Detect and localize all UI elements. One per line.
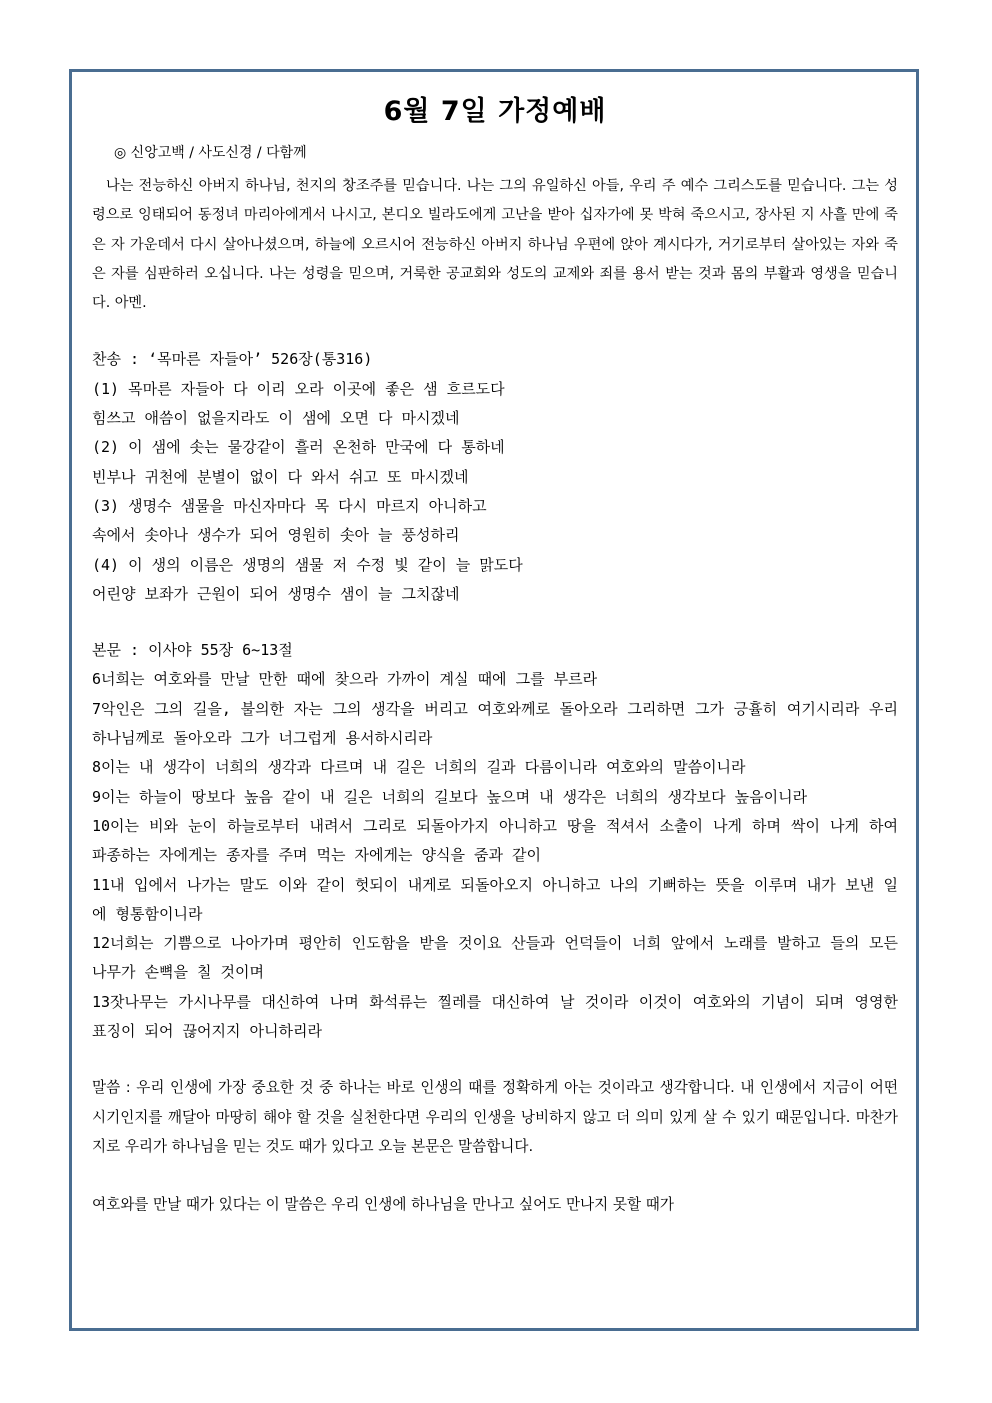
apostles-creed: 나는 전능하신 아버지 하나님, 천지의 창조주를 믿습니다. 나는 그의 유일하신 아들, 우리 주 예수 그리스도를 믿습니다. 그는 성령으로 잉태되어 동정녀 마리아에게서 나시고, 본디오 빌라도에게 고난을 받아 십자가에 못 박혀 죽으시고, 장사된 지 사흘 만에 죽은 자 가운데서 다시 살아나셨으며, 하늘에 오르시어 전능하신 아버지 하나님 우편에 앉아 계시다가, 거기로부터 살아있는 자와 죽은 자를 심판하러 오십니다. 나는 성령을 믿으며, 거룩한 공교회와 성도의 교제와 죄를 용서 받는 것과 몸의 부활과 영생을 믿습니다. 아멘. xyxy=(92,178,898,312)
scripture-verse: 13잣나무는 가시나무를 대신하여 나며 화석류는 찔레를 대신하여 날 것이라 이것이 여호와의 기념이 되며 영영한 표징이 되어 끊어지지 아니하리라 xyxy=(92,992,898,1041)
hymn-line: (4) 이 생의 이름은 생명의 샘물 저 수정 빛 같이 늘 맑도다 xyxy=(92,555,523,574)
scripture-verse: 7악인은 그의 길을, 불의한 자는 그의 생각을 버리고 여호와께로 돌아오라 그리하면 그가 긍휼히 여기시리라 우리 하나님께로 돌아오라 그가 너그럽게 용서하시리라 xyxy=(92,699,898,748)
sermon-paragraph: 여호와를 만날 때가 있다는 이 말씀은 우리 인생에 하나님을 만나고 싶어도 만나지 못할 때가 xyxy=(92,1196,674,1214)
hymn-line: 속에서 솟아나 생수가 되어 영원히 솟아 늘 풍성하리 xyxy=(92,526,460,545)
scripture-verse: 11내 입에서 나가는 말도 이와 같이 헛되이 내게로 되돌아오지 아니하고 나의 기뻐하는 뜻을 이루며 내가 보낸 일에 형통함이니라 xyxy=(92,875,898,923)
scripture-verse: 12너희는 기쁨으로 나아가며 평안히 인도함을 받을 것이요 산들과 언덕들이 너희 앞에서 노래를 발하고 들의 모든 나무가 손뼉을 칠 것이며 xyxy=(92,934,898,982)
hymn-line: (3) 생명수 샘물을 마신자마다 목 다시 마르지 아니하고 xyxy=(92,496,487,515)
scripture-section xyxy=(92,636,898,1046)
scripture-verse: 9이는 하늘이 땅보다 높음 같이 내 길은 너희의 길보다 높으며 내 생각은 너희의 생각보다 높음이니라 xyxy=(92,787,808,806)
scripture-verse: 6너희는 여호와를 만날 만한 때에 찾으라 가까이 계실 때에 그를 부르라 xyxy=(92,670,598,689)
hymn-line: (2) 이 샘에 솟는 물강같이 흘러 온천하 만국에 다 통하네 xyxy=(92,438,505,457)
scripture-verse: 10이는 비와 눈이 하늘로부터 내려서 그리로 되돌아가지 아니하고 땅을 적셔서 소출이 나게 하며 싹이 나게 하여 파종하는 자에게는 종자를 주며 먹는 자에게는 양식을 줌과 같이 xyxy=(92,816,898,865)
scripture-verse: 8이는 내 생각이 너희의 생각과 다르며 내 길은 너희의 길과 다름이니라 여호와의 말씀이니라 xyxy=(92,758,746,777)
sermon-paragraph: 말씀 : 우리 인생에 가장 중요한 것 중 하나는 바로 인생의 때를 정확하게 아는 것이라고 생각합니다. 내 인생에서 지금이 어떤 시기인지를 깨달아 마땅히 해야 할 것을 실천한다면 우리의 인생을 낭비하지 않고 더 의미 있게 살 수 있기 때문입니다. 마찬가지로 우리가 하나님을 믿는 것도 때가 있다고 오늘 본문은 말씀합니다. xyxy=(92,1079,898,1155)
hymn-line: 어린양 보좌가 근원이 되어 생명수 샘이 늘 그치잖네 xyxy=(92,584,460,603)
page-title: 6월 7일 가정예배 xyxy=(383,96,607,127)
hymn-heading: 찬송 : ‘목마른 자들아’ 526장(통316) xyxy=(92,350,373,369)
hymn-line: 힘쓰고 애씀이 없을지라도 이 샘에 오면 다 마시겠네 xyxy=(92,409,460,428)
hymn-section xyxy=(92,345,898,609)
worship-document xyxy=(92,92,898,1220)
scripture-heading: 본문 : 이사야 55장 6~13절 xyxy=(92,641,293,660)
hymn-line: (1) 목마른 자들아 다 이리 오라 이곳에 좋은 샘 흐르도다 xyxy=(92,379,505,398)
sermon-section xyxy=(92,1073,898,1219)
hymn-line: 빈부나 귀천에 분별이 없이 다 와서 쉬고 또 마시겠네 xyxy=(92,467,469,486)
creed-subtitle: ◎ 신앙고백 / 사도신경 / 다함께 xyxy=(114,145,307,161)
